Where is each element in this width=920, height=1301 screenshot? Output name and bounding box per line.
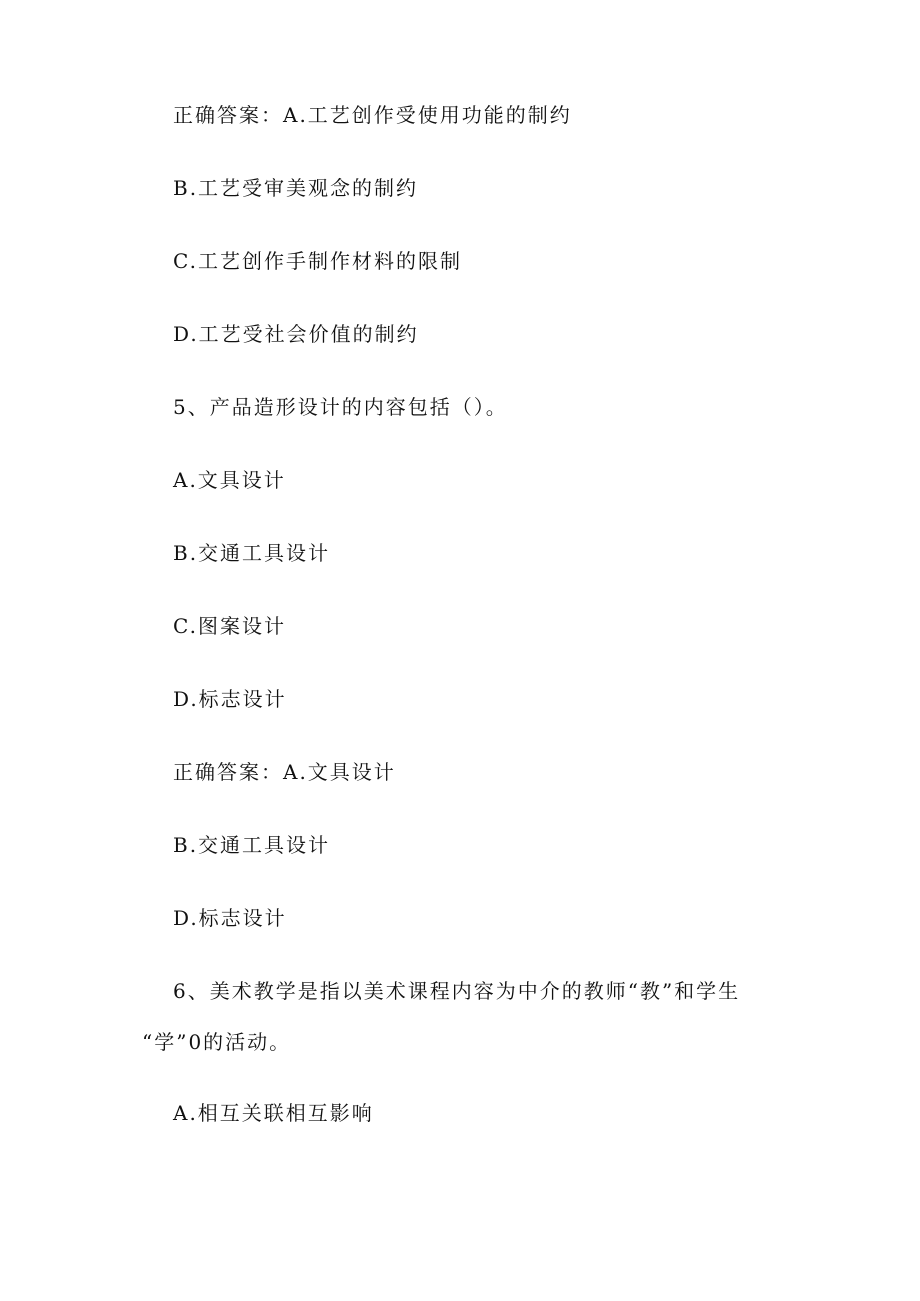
option-line: B.交通工具设计 <box>173 833 331 857</box>
question-line-continued: “学”0的活动。 <box>142 1030 292 1054</box>
answer-line: 正确答案：A.文具设计 <box>173 760 396 784</box>
option-line: A.文具设计 <box>173 468 286 492</box>
option-line: D.标志设计 <box>173 687 287 711</box>
option-line: B.工艺受审美观念的制约 <box>173 176 419 200</box>
question-line: 5、产品造形设计的内容包括（）。 <box>173 395 508 419</box>
option-line: C.工艺创作手制作材料的限制 <box>173 249 462 273</box>
option-line: A.相互关联相互影响 <box>173 1101 374 1125</box>
option-line: D.工艺受社会价值的制约 <box>173 322 419 346</box>
option-line: D.标志设计 <box>173 906 287 930</box>
option-line: C.图案设计 <box>173 614 286 638</box>
option-line: B.交通工具设计 <box>173 541 331 565</box>
question-line: 6、美术教学是指以美术课程内容为中介的教师“教”和学生 <box>173 979 741 1003</box>
answer-line: 正确答案：A.工艺创作受使用功能的制约 <box>173 103 572 127</box>
